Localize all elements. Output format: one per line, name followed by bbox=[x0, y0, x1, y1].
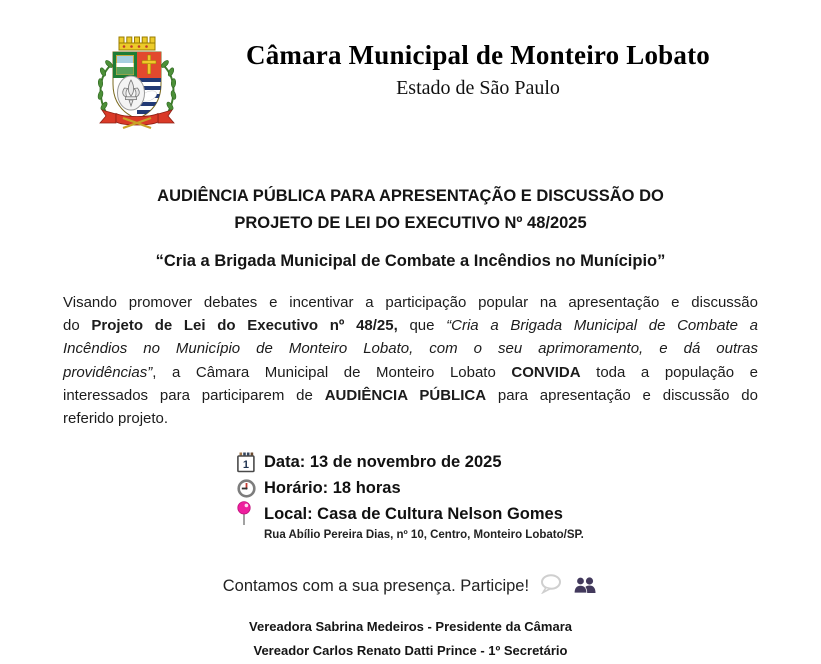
svg-text:1: 1 bbox=[242, 458, 249, 471]
page-subtitle: Estado de São Paulo bbox=[396, 77, 560, 99]
signature-president: Vereadora Sabrina Medeiros - Presidente da Câmara bbox=[249, 619, 572, 634]
detail-row-date bbox=[237, 449, 584, 475]
header-title-block bbox=[190, 40, 766, 100]
mural-crown bbox=[119, 37, 155, 50]
bill-title-quote: “Cria a Brigada Municipal de Combate a Incêndios no Munícipio” bbox=[155, 252, 666, 270]
paragraph-line: Incêndios no Município de Monteiro Lobato, com o seu aprimoramento, e dá outras bbox=[63, 340, 758, 358]
calendar-icon bbox=[237, 452, 257, 473]
heading-line-1: AUDIÊNCIA PÚBLICA PARA APRESENTAÇÃO E DISCUSSÃO DO bbox=[157, 187, 664, 205]
detail-row-location bbox=[237, 501, 584, 527]
paragraph-line: providências”, a Câmara Municipal de Monteiro Lobato CONVIDA toda a população e bbox=[63, 363, 758, 381]
detail-text-date: Data: 13 de novembro de 2025 bbox=[264, 452, 502, 471]
paragraph-line: Visando promover debates e incentivar a participação popular na apresentação e discussão bbox=[63, 294, 758, 311]
paragraph-line: interessados para participarem de AUDIÊNCIA PÚBLICA para apresentação e discussão do bbox=[63, 386, 758, 404]
heading-line-2: PROJETO DE LEI DO EXECUTIVO Nº 48/2025 bbox=[234, 214, 587, 232]
signature-secretary: Vereador Carlos Renato Datti Prince - 1º Secretário bbox=[253, 643, 568, 658]
signatures bbox=[63, 615, 758, 663]
speech-balloon-icon bbox=[540, 574, 563, 594]
clock-icon bbox=[237, 479, 257, 498]
paragraph-line: referido projeto. bbox=[63, 410, 169, 428]
detail-text-time: Horário: 18 horas bbox=[264, 478, 401, 497]
pin-icon bbox=[237, 501, 257, 527]
paragraph-line: do Projeto de Lei do Executivo nº 48/25, que “Cria a Brigada Municipal de Combate a bbox=[63, 317, 758, 335]
page-title: Câmara Municipal de Monteiro Lobato bbox=[246, 40, 710, 70]
paragraph bbox=[63, 291, 758, 430]
cta-line bbox=[63, 574, 758, 596]
location-address: Rua Abílio Pereira Dias, nº 10, Centro, Monteiro Lobato/SP. bbox=[264, 529, 584, 541]
detail-text-location: Local: Casa de Cultura Nelson Gomes bbox=[264, 504, 563, 523]
busts-icon bbox=[573, 576, 598, 594]
cta-text: Contamos com a sua presença. Participe! bbox=[222, 577, 530, 595]
detail-row-time bbox=[237, 475, 584, 501]
announcement-heading bbox=[63, 183, 758, 237]
coat-of-arms-graphic bbox=[92, 30, 182, 130]
shield bbox=[113, 52, 161, 119]
event-details bbox=[237, 449, 584, 541]
coat-of-arms bbox=[92, 30, 182, 130]
